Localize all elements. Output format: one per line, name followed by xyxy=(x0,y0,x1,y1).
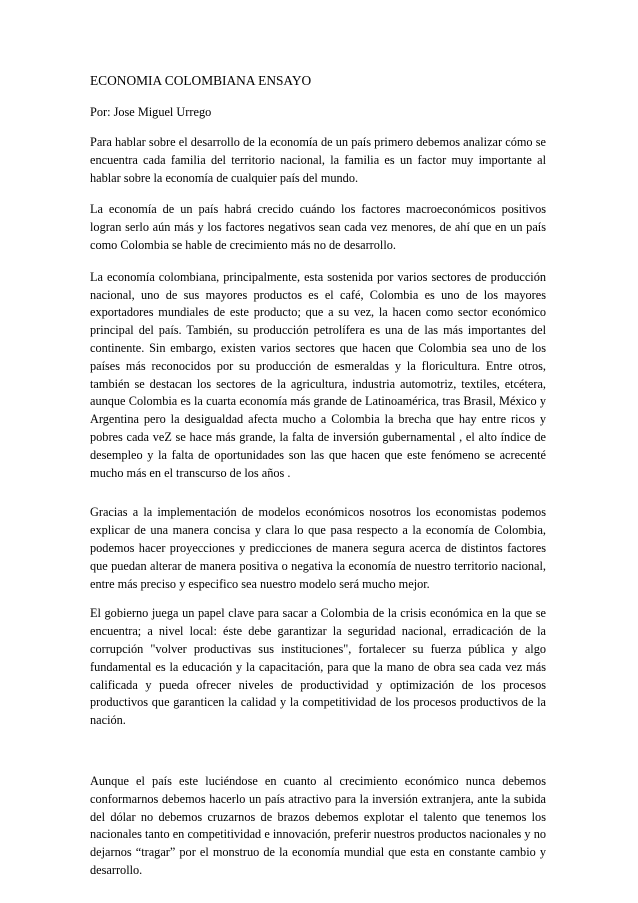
document-page xyxy=(90,72,546,880)
document-author: Por: Jose Miguel Urrego xyxy=(90,105,212,119)
paragraph-1: Para hablar sobre el desarrollo de la economía de un país primero debemos analizar cómo se encuentra cada familia del territorio nacional, la familia es un factor muy importante al hablar sobre la economía de cualquier país del mundo. xyxy=(90,135,546,185)
paragraph-6: Aunque el país este luciéndose en cuanto al crecimiento económico nunca debemos conformarnos debemos hacerlo un país atractivo para la inversión extranjera, ante la subida del dólar no debemos cruzarnos de brazos debemos explotar el talento que tenemos los nacionales tanto en competitividad e innovación, preferir nuestros productos nacionales y no dejarnos “tragar” por el monstruo de la economía mundial que esta en constante cambio y desarrollo. xyxy=(90,773,546,877)
paragraph-3: La economía colombiana, principalmente, esta sostenida por varios sectores de producción nacional, uno de sus mayores productos es el café, Colombia es uno de los mayores exportadores mundiales de este producto; que a su vez, la hacen como sector económico principal del país. También, su producción petrolífera es una de las más importantes del continente. Sin embargo, existen varios sectores que hacen que Colombia sea uno de los países más reconocidos por su producción de esmeraldas y la floricultura. Entre otros, también se destacan los sectores de la agricultura, industria automotriz, textiles, etcétera, aunque Colombia es la cuarta economía más grande de Latinoamérica, tras Brasil, México y Argentina pero la desigualdad afecta mucho a Colombia la brecha que hay entre ricos y pobres cada veZ se hace más grande, la falta de inversión gubernamental , el alto índice de desempleo y la falta de oportunidades son las que hacen que este fenómeno se acrecenté mucho más en el transcurso de los años . xyxy=(90,269,546,480)
paragraph-2: La economía de un país habrá crecido cuándo los factores macroeconómicos positivos logran serlo aún más y los factores negativos sean cada vez menores, de ahí que en un país como Colombia se hable de crecimiento más no de desarrollo. xyxy=(90,202,546,252)
paragraph-5: El gobierno juega un papel clave para sacar a Colombia de la crisis económica en la que se encuentra; a nivel local: éste debe garantizar la seguridad nacional, erradicación de la corrupción "volver productivas sus instituciones", fortalecer su fuerza pública y algo fundamental es la educación y la capacitación, para que la mano de obra sea cada vez más calificada y pueda ofrecer niveles de productividad y optimización de los procesos productivos que garanticen la calidad y la competitividad de los procesos productivos de la nación. xyxy=(90,606,546,728)
document-title: ECONOMIA COLOMBIANA ENSAYO xyxy=(90,73,312,88)
paragraph-4: Gracias a la implementación de modelos económicos nosotros los economistas podemos explicar de una manera concisa y clara lo que pasa respecto a la economía de Colombia, podemos hacer proyecciones y predicciones de manera segura acerca de distintos factores que puedan alterar de manera positiva o negativa la economía de nuestro territorio nacional, entre más preciso y especifico sea nuestro modelo será mucho mejor. xyxy=(90,505,546,591)
